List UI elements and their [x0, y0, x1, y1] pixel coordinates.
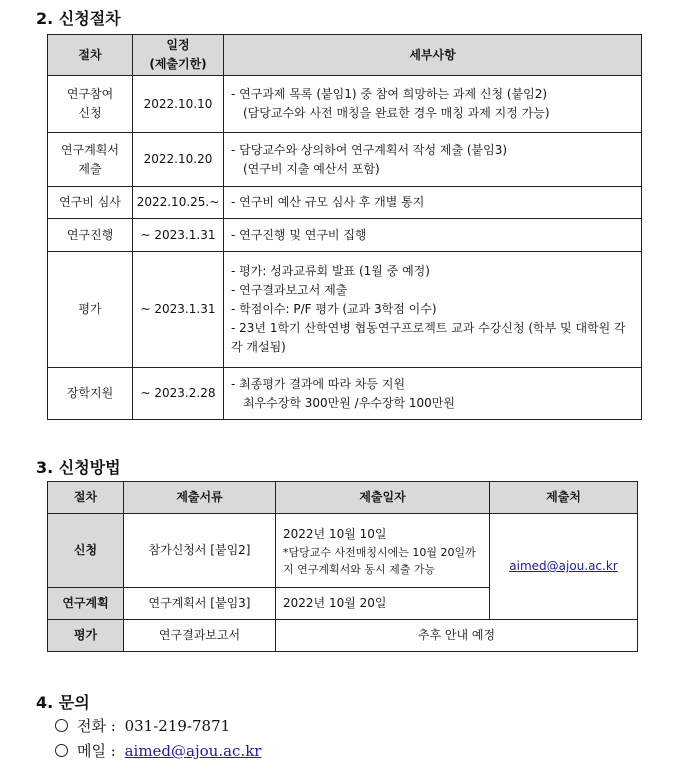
application-method-table — [47, 481, 638, 652]
phone-label: 전화 : — [77, 717, 116, 735]
detail-cell: - 연구비 예산 규모 심사 후 개별 통지 — [224, 187, 642, 219]
phone-number: 031-219-7871 — [124, 717, 231, 735]
date-cell: 추후 안내 예정 — [276, 620, 638, 652]
detail-cell: - 연구진행 및 연구비 집행 — [224, 219, 642, 252]
email-link[interactable]: aimed@ajou.ac.kr — [124, 742, 262, 760]
header-detail: 세부사항 — [224, 35, 642, 76]
step-cell: 연구계획서 제출 — [48, 133, 133, 187]
detail-cell: - 담당교수와 상의하여 연구계획서 작성 제출 (붙임3) (연구비 지출 예산서 포함) — [224, 133, 642, 187]
section4-title: 4. 문의 — [36, 693, 90, 712]
procedure-table — [47, 34, 642, 420]
header-docs: 제출서류 — [124, 482, 276, 514]
detail-cell: - 평가: 성과교류회 발표 (1월 중 예정) - 연구결과보고서 제출 - 학점이수: P/F 평가 (교과 3학점 이수) - 23년 1학기 산학연병 협동연구프로젝트 교과 수강신청 (학부 및 대학원 각각 개설됨) — [224, 252, 642, 368]
table-row — [48, 252, 642, 368]
detail-cell: - 연구과제 목록 (붙임1) 중 참여 희망하는 과제 신청 (붙임2) (담당교수와 사전 매칭을 완료한 경우 매칭 과제 지정 가능) — [224, 76, 642, 133]
step-cell: 장학지원 — [48, 368, 133, 420]
step-cell: 연구계획 — [48, 588, 124, 620]
date-cell: ~ 2023.2.28 — [133, 368, 224, 420]
email-label: 메일 : — [77, 742, 116, 760]
header-step: 절차 — [48, 482, 124, 514]
detail-cell: - 최종평가 결과에 따라 차등 지원 최우수장학 300만원 /우수장학 100만원 — [224, 368, 642, 420]
table-row — [48, 76, 642, 133]
circle-bullet-icon — [55, 744, 68, 757]
table-row — [48, 620, 638, 652]
table-row — [48, 133, 642, 187]
section3-title: 3. 신청방법 — [36, 458, 121, 477]
date-cell: 2022년 10월 20일 — [276, 588, 490, 620]
table-row — [48, 368, 642, 420]
step-cell: 연구참여 신청 — [48, 76, 133, 133]
docs-cell: 참가신청서 [붙임2] — [124, 514, 276, 588]
date-cell: 2022.10.20 — [133, 133, 224, 187]
table-row — [48, 187, 642, 219]
circle-bullet-icon — [55, 719, 68, 732]
step-cell: 신청 — [48, 514, 124, 588]
step-cell: 평가 — [48, 252, 133, 368]
table-row — [48, 514, 638, 588]
docs-cell: 연구결과보고서 — [124, 620, 276, 652]
section2-title: 2. 신청절차 — [36, 9, 121, 28]
header-date: 제출일자 — [276, 482, 490, 514]
header-step: 절차 — [48, 35, 133, 76]
date-cell: 2022.10.10 — [133, 76, 224, 133]
table-row — [48, 219, 642, 252]
date-cell: 2022.10.25.~ — [133, 187, 224, 219]
header-schedule: 일정 (제출기한) — [133, 35, 224, 76]
dest-cell — [490, 514, 638, 620]
step-cell: 연구진행 — [48, 219, 133, 252]
header-dest: 제출처 — [490, 482, 638, 514]
date-cell: 2022년 10월 10일 *담당교수 사전매칭시에는 10월 20일까지 연구계획서와 동시 제출 가능 — [276, 514, 490, 588]
step-cell: 평가 — [48, 620, 124, 652]
date-cell: ~ 2023.1.31 — [133, 219, 224, 252]
step-cell: 연구비 심사 — [48, 187, 133, 219]
contact-phone — [55, 715, 230, 736]
docs-cell: 연구계획서 [붙임3] — [124, 588, 276, 620]
date-cell: ~ 2023.1.31 — [133, 252, 224, 368]
dest-email-link[interactable]: aimed@ajou.ac.kr — [509, 559, 618, 573]
contact-email — [55, 740, 261, 761]
